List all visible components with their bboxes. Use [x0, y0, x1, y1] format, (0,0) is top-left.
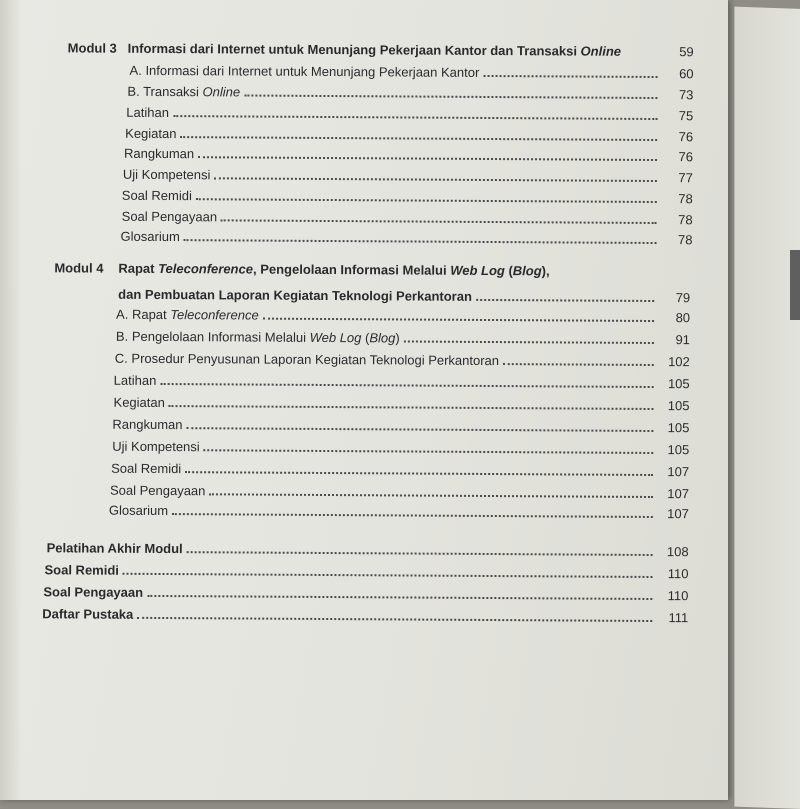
toc-entry-label: Glosarium — [108, 502, 169, 519]
toc-entry-label: Soal Remidi — [111, 460, 182, 477]
toc-entry-label: B. Transaksi Online — [127, 83, 241, 100]
dot-leader — [244, 94, 657, 99]
modul4-number: Modul 4 — [54, 260, 104, 276]
toc-entry-label: Latihan — [126, 104, 170, 121]
dot-leader — [187, 551, 653, 556]
toc-entry-label: B. Pengelolaan Informasi Melalui Web Log (Blog) — [115, 328, 400, 346]
toc-entry-page: 110 — [667, 566, 689, 582]
toc-entry-label: C. Prosedur Penyusunan Laporan Kegiatan Teknologi Perkantoran — [114, 350, 500, 369]
toc-entry-backmatter — [43, 580, 688, 604]
toc-entry — [126, 101, 693, 124]
toc-entry — [116, 303, 690, 327]
dot-leader — [147, 595, 652, 600]
toc-entry-page: 107 — [667, 464, 690, 480]
toc-entry-label: A. Informasi dari Internet untuk Menunjang Pekerjaan Kantor — [129, 62, 480, 80]
toc-entry-label: Uji Kompetensi — [122, 166, 211, 183]
toc-entry-label: Kegiatan — [125, 125, 177, 142]
toc-entry — [115, 347, 690, 371]
toc-entry-backmatter — [44, 558, 688, 582]
toc-entry-page: 102 — [668, 354, 690, 370]
toc-entry-page: 60 — [679, 66, 694, 82]
dot-leader — [184, 239, 657, 244]
toc-entry — [112, 413, 689, 437]
toc-entry — [124, 142, 693, 165]
toc-entry-page: 73 — [678, 87, 694, 103]
dot-leader — [123, 573, 653, 578]
toc-entry-page: 91 — [675, 332, 690, 348]
toc-entry-page: 111 — [668, 610, 689, 626]
toc-entry-page: 76 — [678, 129, 694, 145]
toc-entry-label: Uji Kompetensi — [112, 438, 200, 455]
modul4-heading: Modul 4 Rapat Teleconference, Pengelolaan Informasi Melalui Web Log (Blog), — [54, 260, 550, 279]
toc-entry — [113, 391, 689, 415]
modul3-heading — [68, 36, 694, 60]
toc-entry-page: 107 — [667, 486, 690, 502]
toc-entry-label: Latihan — [113, 372, 157, 388]
toc-entry-label: Soal Remidi — [121, 187, 192, 204]
toc-entry-page: 110 — [667, 588, 689, 604]
toc-entry-label: Soal Remidi — [44, 562, 119, 578]
toc-entry — [123, 163, 693, 186]
toc-entry — [116, 325, 690, 349]
modul4-title-line2: dan Pembuatan Laporan Kegiatan Teknologi Perkantoran — [118, 286, 472, 304]
dot-leader — [476, 299, 654, 302]
dot-leader — [404, 340, 654, 344]
toc-entry — [111, 457, 689, 481]
adjacent-page-mark — [790, 250, 800, 320]
dot-leader — [186, 427, 653, 432]
toc-entry-page: 107 — [667, 506, 689, 522]
toc-entry — [109, 499, 689, 523]
toc-entry — [122, 184, 693, 207]
toc-entry-page: 77 — [678, 170, 693, 186]
dot-leader — [198, 156, 657, 161]
dot-leader — [214, 177, 657, 182]
dot-leader — [173, 115, 657, 120]
toc-entry-label: Pelatihan Akhir Modul — [46, 540, 183, 557]
dot-leader — [169, 405, 654, 410]
toc-entry-backmatter — [42, 602, 688, 626]
toc-entry — [127, 80, 693, 103]
dot-leader — [185, 471, 653, 476]
modul3-number: Modul 3 — [67, 40, 117, 56]
toc-entry-label: Daftar Pustaka — [42, 606, 134, 622]
toc-entry-page: 105 — [667, 442, 690, 458]
toc-entry — [112, 435, 689, 459]
dot-leader — [137, 617, 652, 622]
dot-leader — [221, 219, 657, 224]
toc-entry-page: 75 — [678, 108, 694, 124]
toc-entry-page: 78 — [678, 212, 693, 228]
modul3-title-italic: Online — [580, 43, 622, 59]
toc-entry-label: Rangkuman — [112, 416, 183, 433]
toc-entry-label: Soal Pengayaan — [43, 584, 144, 600]
dot-leader — [160, 383, 653, 388]
dot-leader — [483, 75, 657, 78]
toc-entry-page: 105 — [667, 420, 690, 436]
dot-leader — [263, 318, 654, 322]
adjacent-page — [734, 7, 800, 809]
dot-leader — [209, 493, 653, 498]
toc-entry-page: 76 — [678, 149, 694, 165]
dot-leader — [172, 513, 653, 518]
toc-entry — [114, 369, 690, 393]
toc-entry-page: 105 — [667, 398, 690, 414]
toc-entry-page: 80 — [675, 310, 691, 326]
modul4-page: 79 — [675, 290, 691, 306]
modul3-page: 59 — [679, 44, 694, 60]
toc-entry — [121, 225, 693, 248]
dot-leader — [180, 136, 657, 141]
modul3-title: Informasi dari Internet untuk Menunjang Pekerjaan Kantor dan Transaksi — [127, 40, 581, 59]
dot-leader — [196, 198, 657, 203]
toc-entry-label: Soal Pengayaan — [109, 482, 206, 499]
toc-entry-page: 108 — [666, 544, 689, 560]
toc-entry-page: 78 — [678, 232, 693, 248]
toc-entry-label: Soal Pengayaan — [121, 208, 218, 225]
toc-entry-label: Glosarium — [120, 228, 180, 245]
toc-entry-label: Rangkuman — [124, 145, 195, 162]
dot-leader — [204, 449, 654, 454]
toc-entry-label: Kegiatan — [113, 394, 165, 411]
toc-entry-label: A. Rapat Teleconference — [116, 306, 259, 323]
toc-entry-page: 105 — [667, 376, 690, 392]
dot-leader — [503, 363, 654, 366]
toc-entry — [130, 59, 694, 82]
toc-entry-backmatter — [47, 536, 689, 560]
toc-entry-page: 78 — [678, 191, 693, 207]
